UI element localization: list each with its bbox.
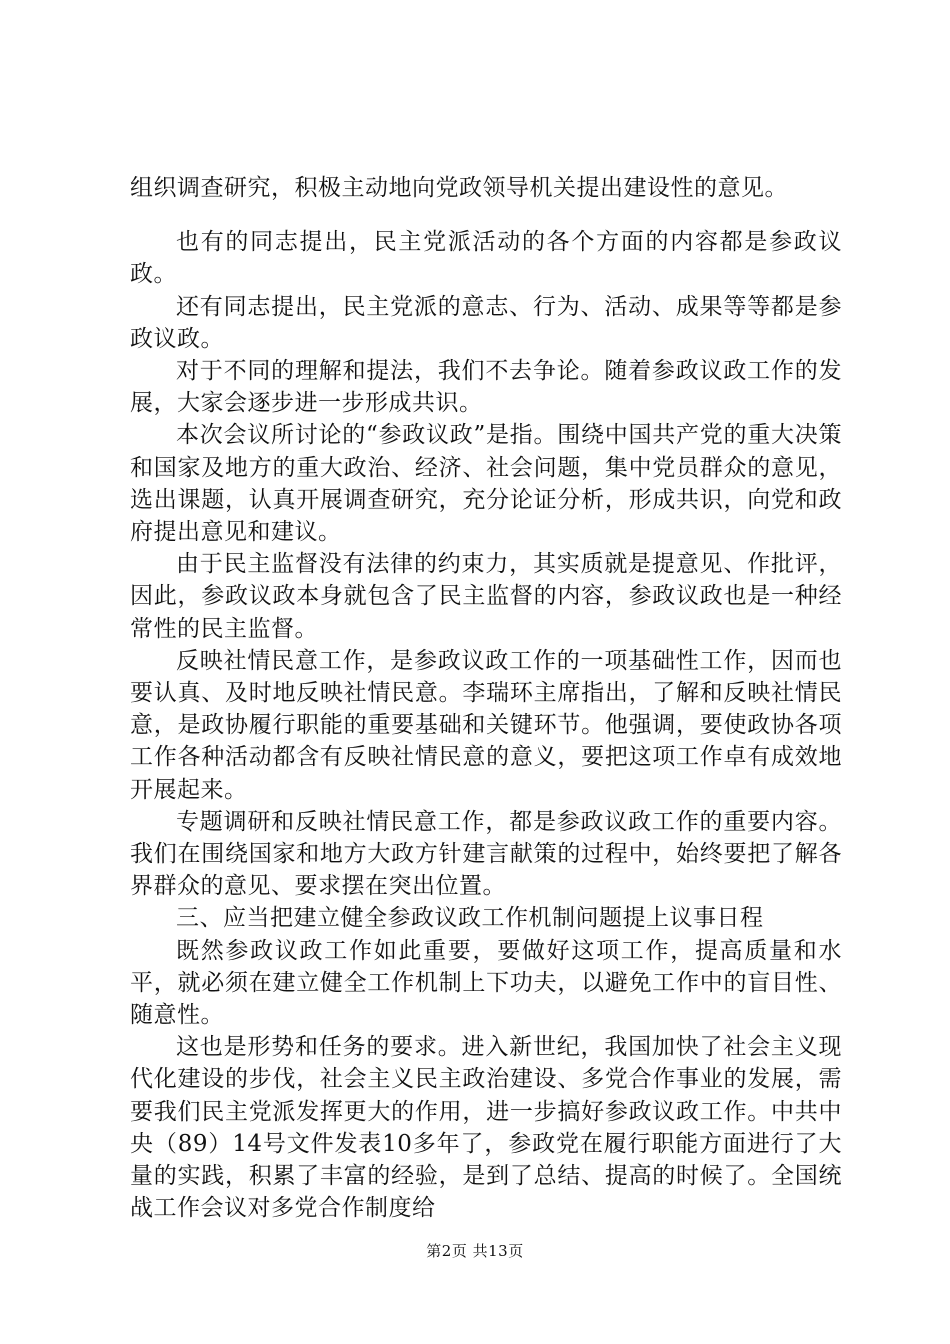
document-body [130, 172, 842, 1225]
section-heading: 三、应当把建立健全参政议政工作机制问题提上议事日程 [176, 905, 764, 932]
paragraph: 既然参政议政工作如此重要，要做好这项工作，提高质量和水平，就必须在建立健全工作机制上下功夫，以避免工作中的盲目性、随意性。 [130, 937, 842, 1029]
paragraph: 这也是形势和任务的要求。进入新世纪，我国加快了社会主义现代化建设的步伐，社会主义民主政治建设、多党合作事业的发展，需要我们民主党派发挥更大的作用，进一步搞好参政议政工作。中共中央（89）14号文件发表10多年了，参政党在履行职能方面进行了大量的实践，积累了丰富的经验，是到了总结、提高的时候了。全国统战工作会议对多党合作制度给 [130, 1034, 842, 1222]
paragraph: 反映社情民意工作，是参政议政工作的一项基础性工作，因而也要认真、及时地反映社情民意。李瑞环主席指出，了解和反映社情民意，是政协履行职能的重要基础和关键环节。他强调，要使政协各项工作各种活动都含有反映社情民意的意义，要把这项工作卓有成效地开展起来。 [130, 647, 842, 803]
paragraph: 专题调研和反映社情民意工作，都是参政议政工作的重要内容。我们在围绕国家和地方大政方针建言献策的过程中，始终要把了解各界群众的意见、要求摆在突出位置。 [130, 808, 842, 900]
paragraph: 对于不同的理解和提法，我们不去争论。随着参政议政工作的发展，大家会逐步进一步形成共识。 [130, 358, 842, 417]
paragraph: 还有同志提出，民主党派的意志、行为、活动、成果等等都是参政议政。 [130, 293, 842, 352]
paragraph: 本次会议所讨论的“参政议政”是指。围绕中国共产党的重大决策和国家及地方的重大政治、经济、社会问题，集中党员群众的意见，选出课题，认真开展调查研究，充分论证分析，形成共识，向党和政府提出意见和建议。 [130, 422, 842, 546]
paragraph-continuation: 组织调查研究，积极主动地向党政领导机关提出建设性的意见。 [130, 175, 788, 201]
page-number-footer: 第2页 共13页 [426, 1242, 524, 1260]
paragraph: 由于民主监督没有法律的约束力，其实质就是提意见、作批评，因此，参政议政本身就包含了民主监督的内容，参政议政也是一种经常性的民主监督。 [130, 551, 842, 642]
paragraph: 也有的同志提出，民主党派活动的各个方面的内容都是参政议政。 [130, 229, 842, 288]
